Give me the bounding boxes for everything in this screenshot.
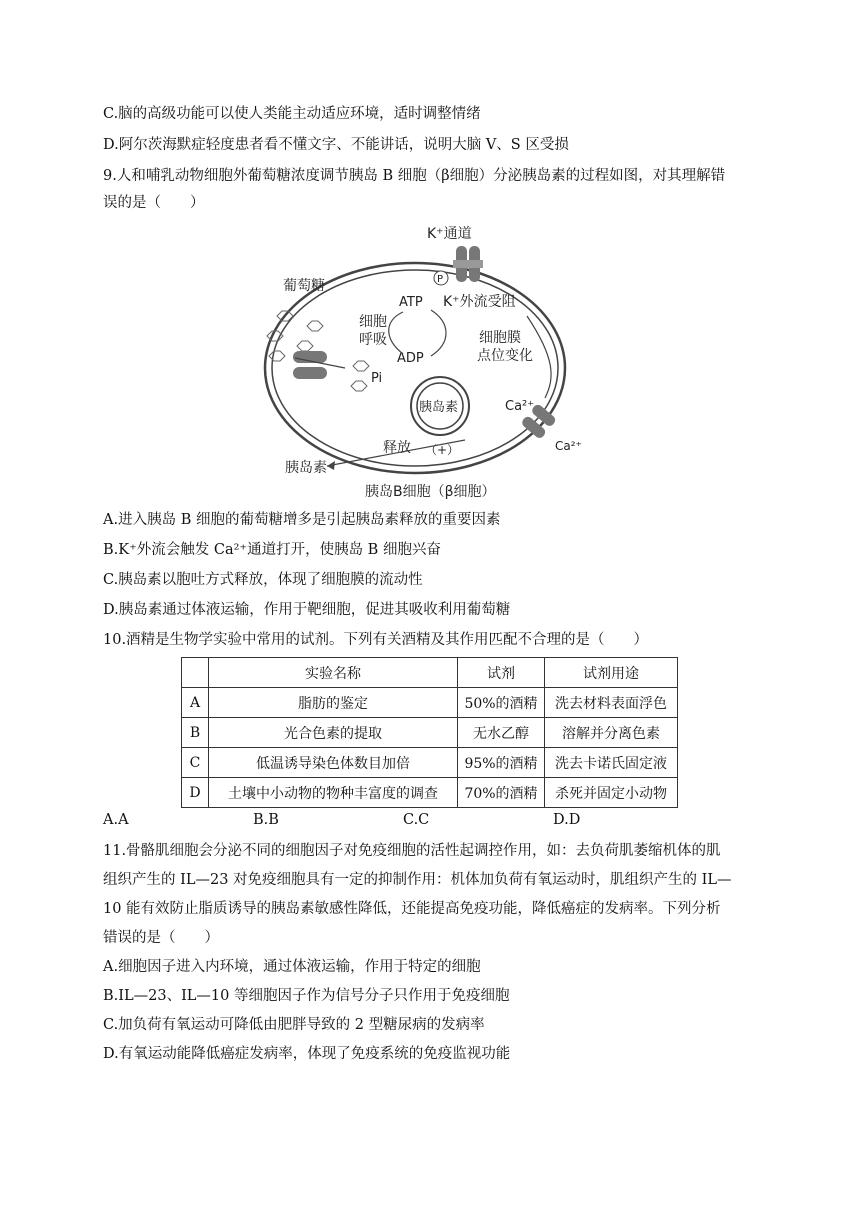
phosphate-mark-label: P — [437, 274, 444, 285]
q11-option-d: D.有氧运动能降低癌症发病率，体现了免疫系统的免疫监视功能 — [103, 1046, 511, 1062]
ca-inside-label: Ca²⁺ — [505, 399, 535, 414]
table-header-cell: 试剂用途 — [545, 658, 678, 688]
pi-label: Pi — [371, 371, 383, 386]
table-header-cell — [182, 658, 209, 688]
glucose-transporter-icon — [293, 351, 327, 379]
table-header-cell: 实验名称 — [209, 658, 458, 688]
diagram-caption: 胰岛B细胞（β细胞） — [365, 484, 496, 500]
respiration-cycle-arrow — [431, 310, 446, 356]
table-row — [182, 718, 678, 748]
table-cell: C — [182, 748, 209, 778]
table-cell: 杀死并固定小动物 — [545, 778, 678, 808]
q9-option-c: C.胰岛素以胞吐方式释放，体现了细胞膜的流动性 — [103, 572, 423, 588]
table-cell: 95%的酒精 — [458, 748, 545, 778]
q11-stem-3: 10 能有效防止脂质诱导的胰岛素敏感性降低，还能提高免疫功能，降低癌症的发病率。下列分析 — [103, 901, 721, 917]
respiration-label-2: 呼吸 — [359, 332, 387, 348]
release-label: 释放 — [383, 440, 411, 456]
q10-option-b: B.B — [253, 812, 279, 828]
insulin-out-label: 胰岛素 — [285, 460, 327, 476]
table-cell: 光合色素的提取 — [209, 718, 458, 748]
q9-option-d: D.胰岛素通过体液运输，作用于靶细胞，促进其吸收利用葡萄糖 — [103, 602, 511, 618]
option-d-prev: D.阿尔茨海默症轻度患者看不懂文字、不能讲话，说明大脑 V、S 区受损 — [103, 137, 569, 153]
q10-stem: 10.酒精是生物学实验中常用的试剂。下列有关酒精及其作用匹配不合理的是（ ） — [103, 632, 649, 648]
q11-option-b: B.IL—23、IL—10 等细胞因子作为信号分子只作用于免疫细胞 — [103, 988, 510, 1004]
table-cell: 溶解并分离色素 — [545, 718, 678, 748]
q10-option-a: A.A — [103, 812, 129, 828]
table-cell: 洗去卡诺氏固定液 — [545, 748, 678, 778]
table-header-row — [182, 658, 678, 688]
table-row — [182, 748, 678, 778]
membrane-change-label-2: 点位变化 — [477, 348, 533, 364]
table-header-cell: 试剂 — [458, 658, 545, 688]
q9-option-a: A.进入胰岛 B 细胞的葡萄糖增多是引起胰岛素释放的重要因素 — [103, 512, 501, 528]
q9-option-b: B.K⁺外流会触发 Ca²⁺通道打开，使胰岛 B 细胞兴奋 — [103, 542, 441, 558]
release-arrowhead — [327, 461, 335, 470]
q9-stem-1: 9.人和哺乳动物细胞外葡萄糖浓度调节胰岛 B 细胞（β细胞）分泌胰岛素的过程如图，对其理解错 — [103, 168, 726, 184]
q11-stem-1: 11.骨骼肌细胞会分泌不同的细胞因子对免疫细胞的活性起调控作用，如：去负荷肌萎缩机体的肌 — [103, 843, 721, 859]
table-cell: 70%的酒精 — [458, 778, 545, 808]
atp-label: ATP — [399, 295, 423, 310]
q10-options — [103, 812, 683, 832]
table-cell: 无水乙醇 — [458, 718, 545, 748]
table-row — [182, 778, 678, 808]
table-cell: 50%的酒精 — [458, 688, 545, 718]
q11-stem-4: 错误的是（ ） — [103, 930, 219, 946]
table-row — [182, 688, 678, 718]
q11-stem-2: 组织产生的 IL—23 对免疫细胞具有一定的抑制作用：机体加负荷有氧运动时，肌组织产生的 IL— — [103, 872, 732, 888]
ca-outside-label: Ca²⁺ — [555, 439, 582, 453]
glucose-label: 葡萄糖 — [283, 278, 325, 294]
membrane-change-label-1: 细胞膜 — [479, 330, 521, 346]
respiration-return-arrow — [389, 312, 403, 354]
table-cell: B — [182, 718, 209, 748]
q10-option-c: C.C — [403, 812, 430, 828]
respiration-label-1: 细胞 — [359, 314, 387, 330]
beta-cell-diagram — [255, 218, 582, 506]
q9-stem-2: 误的是（ ） — [103, 195, 205, 211]
k-channel-label: K⁺通道 — [427, 226, 472, 242]
q11-option-a: A.细胞因子进入内环境，通过体液运输，作用于特定的细胞 — [103, 959, 481, 975]
option-c-prev: C.脑的高级功能可以使人类能主动适应环境，适时调整情绪 — [103, 106, 481, 122]
adp-label: ADP — [397, 351, 424, 366]
q10-table — [181, 657, 678, 808]
k-outflow-blocked-label: K⁺外流受阻 — [443, 294, 516, 310]
plus-label: （+） — [425, 443, 460, 457]
q10-option-d: D.D — [553, 812, 581, 828]
table-cell: D — [182, 778, 209, 808]
q11-option-c: C.加负荷有氧运动可降低由肥胖导致的 2 型糖尿病的发病率 — [103, 1017, 485, 1033]
table-cell: 低温诱导染色体数目加倍 — [209, 748, 458, 778]
insulin-vesicle-label: 胰岛素 — [419, 400, 459, 415]
table-cell: A — [182, 688, 209, 718]
table-cell: 土壤中小动物的物种丰富度的调查 — [209, 778, 458, 808]
table-cell: 脂肪的鉴定 — [209, 688, 458, 718]
table-cell: 洗去材料表面浮色 — [545, 688, 678, 718]
